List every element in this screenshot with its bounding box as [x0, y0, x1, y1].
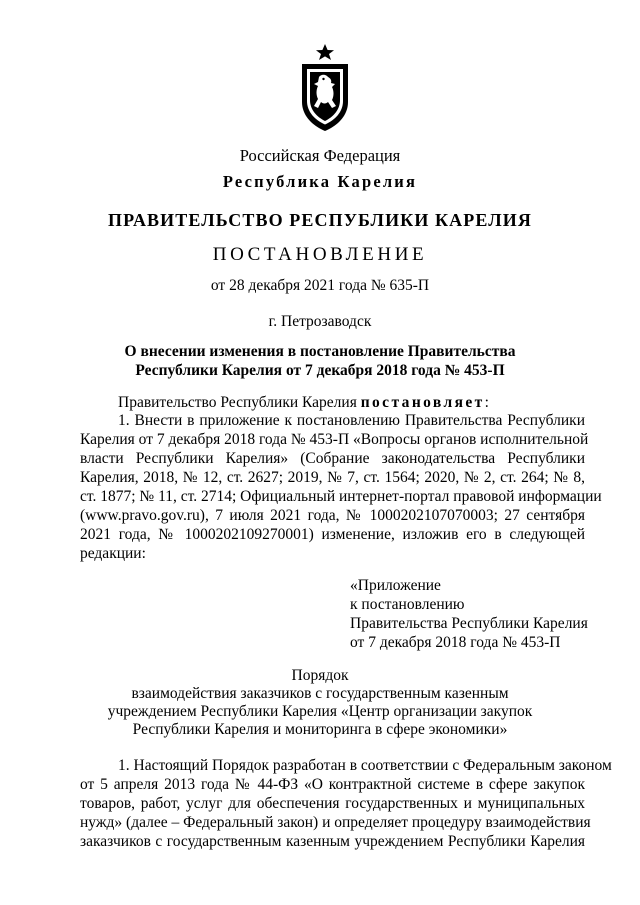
document-type: ПОСТАНОВЛЕНИЕ [212, 244, 428, 265]
country-name: Российская Федерация [239, 146, 401, 165]
preamble-colon: : [484, 394, 489, 411]
item1-line: 2021 года, № 1000202109270001) изменение, изложив его в следующей [80, 526, 585, 543]
preamble [118, 393, 588, 412]
item1-line: ст. 1877; № 11, ст. 2714; Официальный интернет-портал правовой информации [80, 488, 602, 505]
para1-line: заказчиков с государственным казенным учреждением Республики Карелия [80, 833, 585, 850]
item1-line: власти Республики Карелия» (Собрание законодательства Республики [80, 450, 585, 467]
city-line: г. Петрозаводск [268, 313, 372, 330]
appendix-line: от 7 декабря 2018 года № 453-П [350, 634, 561, 651]
para1-line: нужд» (далее – Федеральный закон) и определяет процедуру взаимодействия [80, 814, 591, 831]
republic-name: Республика Карелия [222, 172, 418, 191]
preamble-verb: постановляет [360, 394, 485, 411]
order-subtitle-line: Республики Карелия и мониторинга в сфере экономики» [132, 721, 508, 738]
item1-line: 1. Внести в приложение к постановлению Правительства Республики [118, 412, 585, 429]
coat-of-arms-icon [299, 44, 351, 132]
item1-line: (www.pravo.gov.ru), 7 июля 2021 года, № 1000202107070003; 27 сентября [80, 507, 585, 524]
government-title: ПРАВИТЕЛЬСТВО РЕСПУБЛИКИ КАРЕЛИЯ [108, 210, 532, 230]
para1-line: товаров, работ, услуг для обеспечения государственных и муниципальных [80, 795, 585, 812]
appendix-line: «Приложение [350, 577, 441, 594]
order-subtitle-line: взаимодействия заказчиков с государственным казенным [131, 685, 509, 702]
subject-line: Республики Карелия от 7 декабря 2018 года № 453-П [135, 362, 505, 379]
item1-line: Карелия от 7 декабря 2018 года № 453-П «Вопросы органов исполнительной [80, 431, 589, 448]
appendix-line: Правительства Республики Карелия [350, 615, 588, 632]
order-title: Порядок [291, 667, 349, 684]
preamble-text: Правительство Республики Карелия [118, 394, 357, 411]
date-line: от 28 декабря 2021 года № 635-П [210, 277, 430, 294]
para1-line: от 5 апреля 2013 года № 44-ФЗ «О контрактной системе в сфере закупок [80, 776, 585, 793]
subject-line: О внесении изменения в постановление Правительства [124, 343, 516, 360]
item1-line: редакции: [80, 545, 146, 562]
order-subtitle-line: учреждением Республики Карелия «Центр организации закупок [107, 703, 533, 720]
para1-line: 1. Настоящий Порядок разработан в соответствии с Федеральным законом [118, 757, 612, 774]
item1-line: Карелия, 2018, № 12, ст. 2627; 2019, № 7, ст. 1564; 2020, № 2, ст. 264; № 8, [80, 469, 585, 486]
star-icon [316, 44, 334, 60]
appendix-line: к постановлению [350, 596, 465, 613]
